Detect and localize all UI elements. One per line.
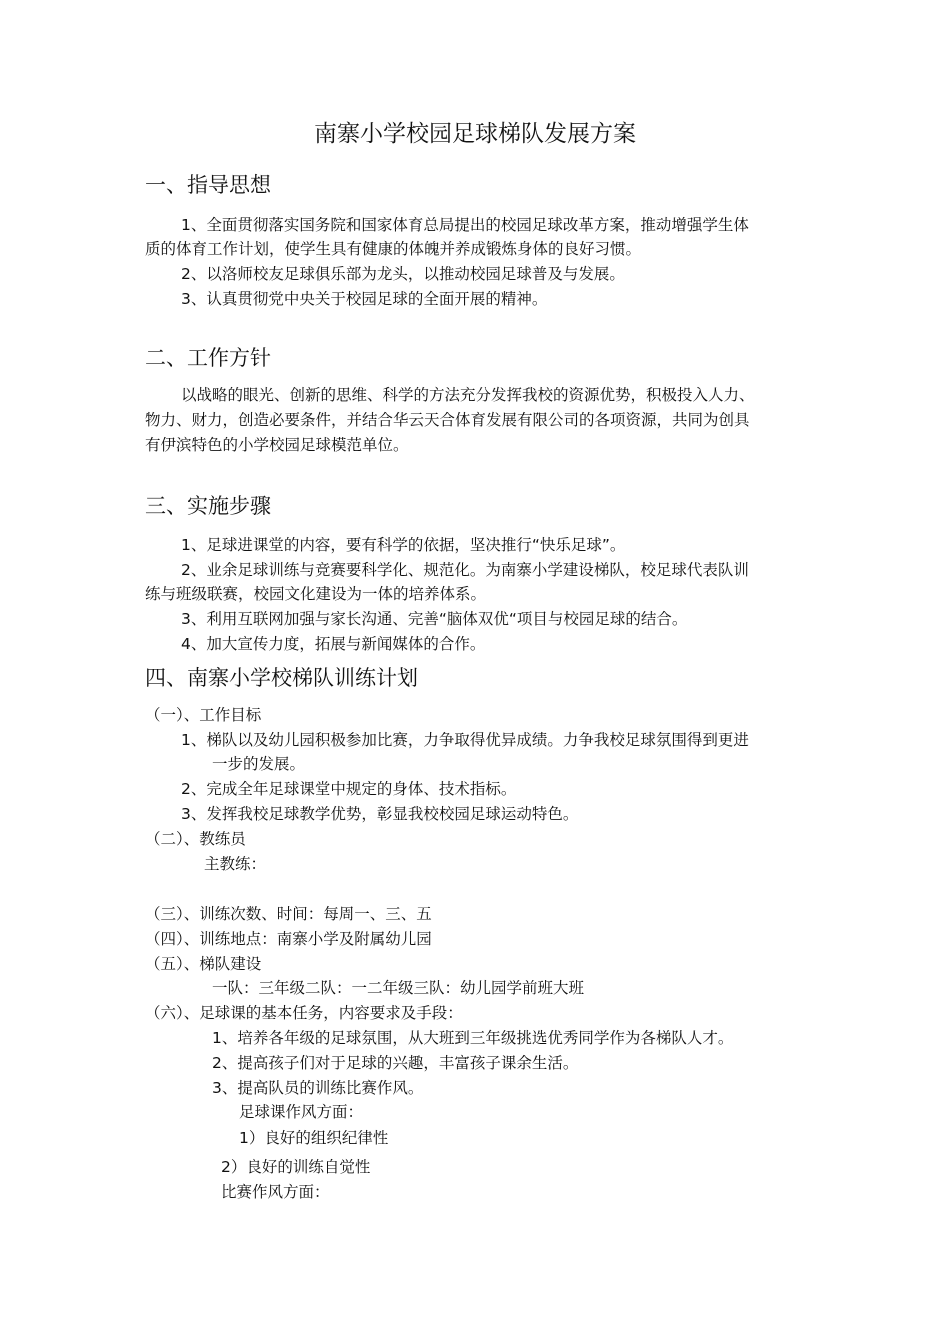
section-heading-work-policy: 二、工作方针 [145, 346, 271, 370]
list-item: 3、提高队员的训练比赛作风。 [212, 1079, 424, 1097]
paragraph-line: 1、足球进课堂的内容，要有科学的依据，坚决推行“快乐足球”。 [181, 536, 626, 554]
section-heading-training-plan: 四、南寨小学校梯队训练计划 [145, 666, 418, 690]
paragraph-line: 4、加大宣传力度，拓展与新闻媒体的合作。 [181, 635, 486, 653]
list-item: 2）良好的训练自觉性 [221, 1158, 371, 1176]
section-heading-guiding-thought: 一、指导思想 [145, 173, 271, 197]
paragraph-line: 2、以洛师校友足球俱乐部为龙头，以推动校园足球普及与发展。 [181, 265, 625, 283]
document-title: 南寨小学校园足球梯队发展方案 [314, 121, 636, 147]
head-coach-label: 主教练： [204, 855, 267, 873]
paragraph-line: 有伊滨特色的小学校园足球模范单位。 [145, 436, 409, 454]
list-item: 1）良好的组织纪律性 [239, 1129, 389, 1147]
paragraph-line: 以战略的眼光、创新的思维、科学的方法充分发挥我校的资源优势，积极投入人力、 [181, 386, 755, 404]
paragraph-line: 3、认真贯彻党中央关于校园足球的全面开展的精神。 [181, 290, 548, 308]
paragraph-line: 1、全面贯彻落实国务院和国家体育总局提出的校园足球改革方案，推动增强学生体 [181, 216, 749, 234]
list-item-continuation: 一步的发展。 [212, 755, 306, 773]
subsection-training-schedule: （三）、训练次数、时间：每周一、三、五 [145, 905, 432, 923]
paragraph-line: 练与班级联赛，校园文化建设为一体的培养体系。 [145, 585, 487, 603]
paragraph-line: 物力、财力，创造必要条件，并结合华云天合体育发展有限公司的各项资源，共同为创具 [145, 411, 750, 429]
subsection-label-coaches: （二）、教练员 [145, 830, 246, 848]
list-item: 2、提高孩子们对于足球的兴趣，丰富孩子课余生活。 [212, 1054, 579, 1072]
paragraph-line: 质的体育工作计划，使学生具有健康的体魄并养成锻炼身体的良好习惯。 [145, 240, 642, 258]
subsection-label-basic-tasks: （六）、足球课的基本任务，内容要求及手段： [145, 1004, 463, 1022]
section-heading-implementation-steps: 三、实施步骤 [145, 494, 271, 518]
style-heading-class: 足球课作风方面： [239, 1103, 364, 1121]
subsection-training-location: （四）、训练地点：南寨小学及附属幼儿园 [145, 930, 432, 948]
list-item: 1、梯队以及幼儿园积极参加比赛，力争取得优异成绩。力争我校足球氛围得到更进 [181, 731, 749, 749]
team-building-text: 一队：三年级二队：一二年级三队：幼儿园学前班大班 [212, 979, 585, 997]
paragraph-line: 2、业余足球训练与竞赛要科学化、规范化。为南寨小学建设梯队，校足球代表队训 [181, 561, 749, 579]
subsection-label-team-building: （五）、梯队建设 [145, 955, 262, 973]
list-item: 3、发挥我校足球教学优势，彰显我校校园足球运动特色。 [181, 805, 579, 823]
subsection-label-work-goals: （一）、工作目标 [145, 706, 262, 724]
style-heading-match: 比赛作风方面： [221, 1183, 330, 1201]
list-item: 2、完成全年足球课堂中规定的身体、技术指标。 [181, 780, 517, 798]
list-item: 1、培养各年级的足球氛围，从大班到三年级挑选优秀同学作为各梯队人才。 [212, 1029, 734, 1047]
paragraph-line: 3、利用互联网加强与家长沟通、完善“脑体双优“项目与校园足球的结合。 [181, 610, 688, 628]
